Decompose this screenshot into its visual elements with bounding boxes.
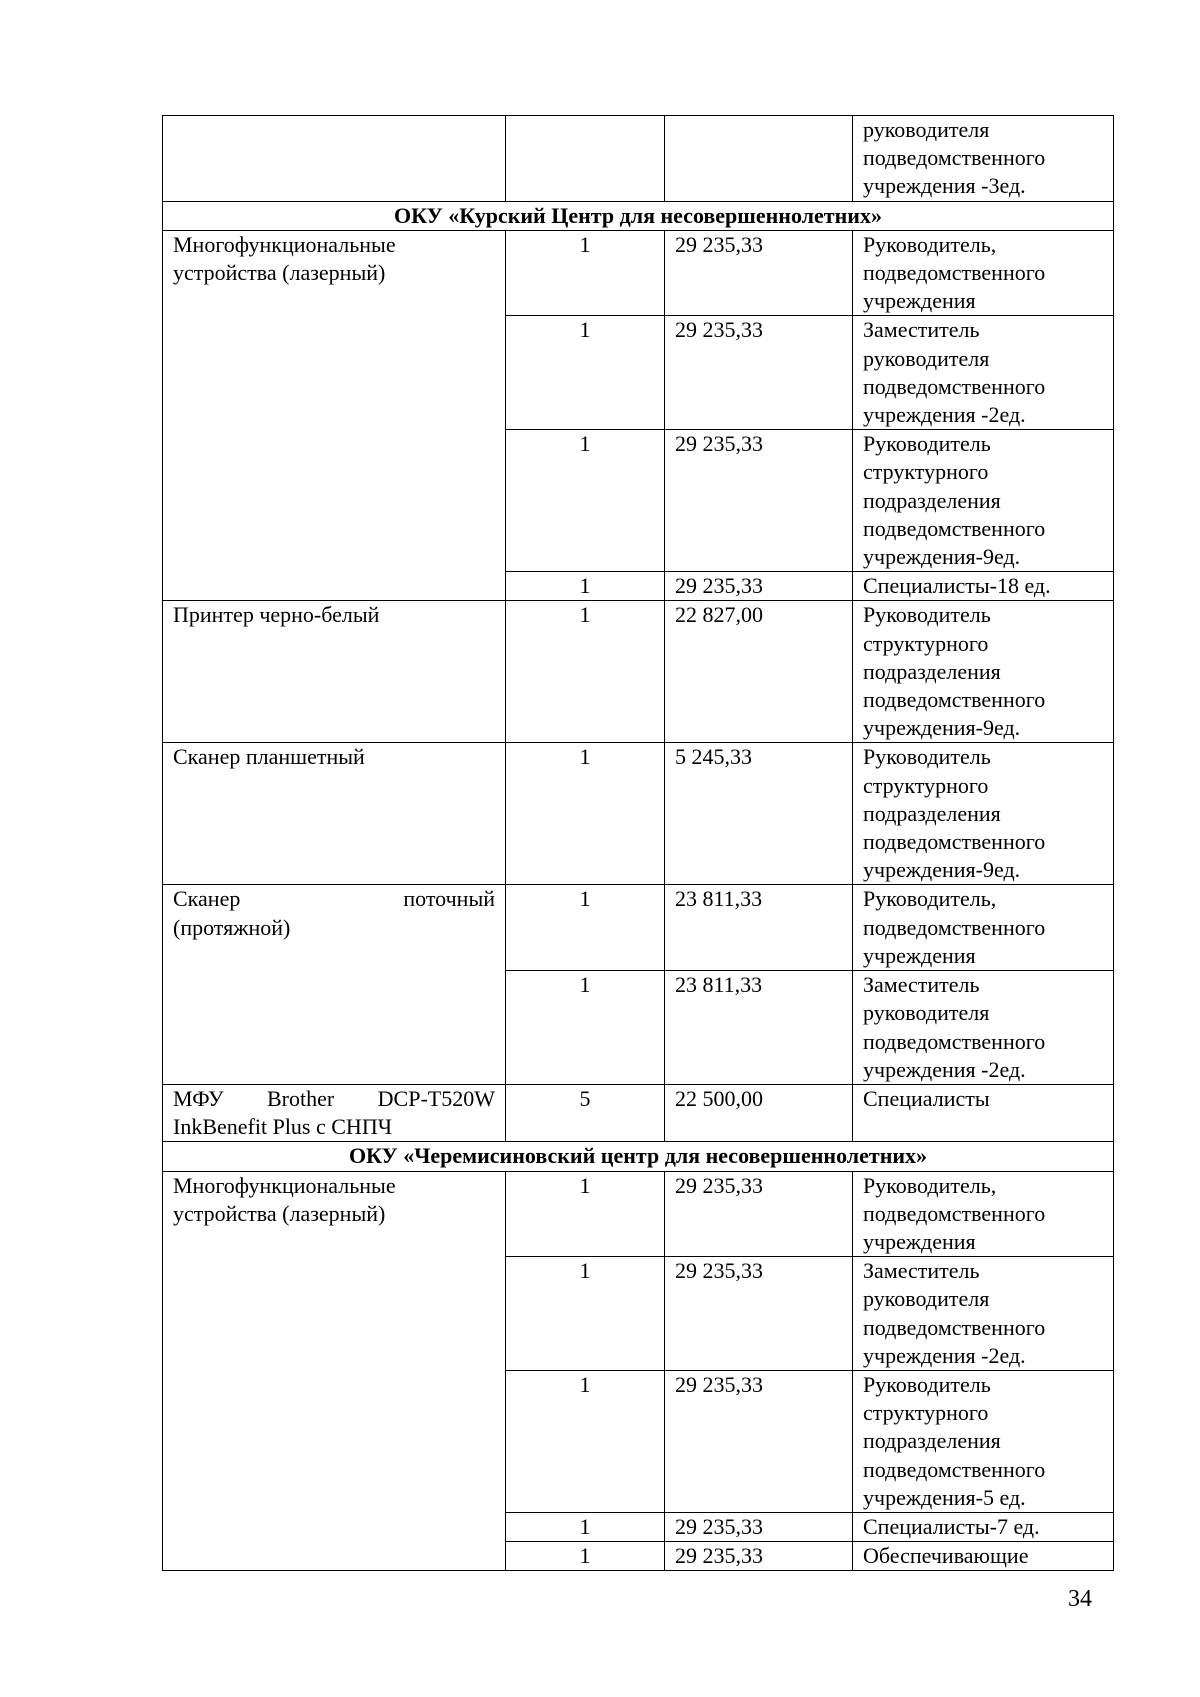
position-cell: Руководитель, подведомственного учреждения bbox=[853, 1171, 1114, 1257]
item-name-line: МФУ Brother DCP-T520W bbox=[173, 1085, 495, 1111]
item-name-cell: Принтер черно-белый bbox=[163, 601, 506, 743]
quantity-cell: 1 bbox=[506, 230, 665, 316]
item-name-cell: Многофункциональные устройства (лазерный) bbox=[163, 230, 506, 601]
price-cell: 29 235,33 bbox=[665, 1370, 853, 1512]
price-cell: 29 235,33 bbox=[665, 316, 853, 430]
table-row bbox=[163, 1084, 1114, 1141]
section-title: ОКУ «Курский Центр для несовершеннолетних» bbox=[163, 201, 1114, 230]
quantity-cell: 1 bbox=[506, 1171, 665, 1257]
price-cell: 22 500,00 bbox=[665, 1084, 853, 1141]
position-cell: Руководитель, подведомственного учреждения bbox=[853, 885, 1114, 971]
position-cell: Заместитель руководителя подведомственного учреждения -2ед. bbox=[853, 316, 1114, 430]
position-cell: руководителя подведомственного учреждения -3ед. bbox=[853, 116, 1114, 202]
position-cell: Обеспечивающие bbox=[853, 1542, 1114, 1571]
price-cell: 29 235,33 bbox=[665, 1257, 853, 1371]
table-row bbox=[163, 601, 1114, 743]
position-cell: Руководитель структурного подразделения подведомственного учреждения-5 ед. bbox=[853, 1370, 1114, 1512]
price-cell: 22 827,00 bbox=[665, 601, 853, 743]
table-row bbox=[163, 116, 1114, 202]
quantity-cell: 1 bbox=[506, 1257, 665, 1371]
price-cell bbox=[665, 116, 853, 202]
quantity-cell: 5 bbox=[506, 1084, 665, 1141]
position-cell: Специалисты-7 ед. bbox=[853, 1512, 1114, 1541]
quantity-cell: 1 bbox=[506, 1512, 665, 1541]
price-cell: 29 235,33 bbox=[665, 1512, 853, 1541]
equipment-table bbox=[162, 115, 1114, 1571]
price-cell: 23 811,33 bbox=[665, 971, 853, 1085]
position-cell: Руководитель структурного подразделения подведомственного учреждения-9ед. bbox=[853, 743, 1114, 885]
item-name-cell: Сканер планшетный bbox=[163, 743, 506, 885]
price-cell: 5 245,33 bbox=[665, 743, 853, 885]
quantity-cell: 1 bbox=[506, 430, 665, 572]
position-cell: Заместитель руководителя подведомственного учреждения -2ед. bbox=[853, 971, 1114, 1085]
table-row bbox=[163, 1171, 1114, 1257]
item-name-cell: Многофункциональные устройства (лазерный) bbox=[163, 1171, 506, 1571]
price-cell: 29 235,33 bbox=[665, 1171, 853, 1257]
price-cell: 29 235,33 bbox=[665, 230, 853, 316]
section-header-row bbox=[163, 201, 1114, 230]
position-cell: Специалисты-18 ед. bbox=[853, 572, 1114, 601]
quantity-cell: 1 bbox=[506, 971, 665, 1085]
price-cell: 23 811,33 bbox=[665, 885, 853, 971]
price-cell: 29 235,33 bbox=[665, 572, 853, 601]
quantity-cell: 1 bbox=[506, 601, 665, 743]
quantity-cell: 1 bbox=[506, 316, 665, 430]
table-row bbox=[163, 743, 1114, 885]
section-title: ОКУ «Черемисиновский центр для несовершеннолетних» bbox=[163, 1142, 1114, 1171]
price-cell: 29 235,33 bbox=[665, 430, 853, 572]
quantity-cell bbox=[506, 116, 665, 202]
item-name-line: (протяжной) bbox=[173, 914, 291, 940]
price-cell: 29 235,33 bbox=[665, 1542, 853, 1571]
page-number: 34 bbox=[1068, 1586, 1092, 1612]
table-row bbox=[163, 230, 1114, 316]
quantity-cell: 1 bbox=[506, 572, 665, 601]
quantity-cell: 1 bbox=[506, 743, 665, 885]
section-header-row bbox=[163, 1142, 1114, 1171]
item-name-cell bbox=[163, 116, 506, 202]
item-name-line: InkBenefit Plus с СНПЧ bbox=[173, 1114, 393, 1140]
position-cell: Руководитель структурного подразделения подведомственного учреждения-9ед. bbox=[853, 601, 1114, 743]
position-cell: Заместитель руководителя подведомственного учреждения -2ед. bbox=[853, 1257, 1114, 1371]
item-name-cell bbox=[163, 1084, 506, 1141]
quantity-cell: 1 bbox=[506, 1542, 665, 1571]
position-cell: Специалисты bbox=[853, 1084, 1114, 1141]
item-name-line: Сканер поточный bbox=[173, 886, 495, 912]
table-row bbox=[163, 885, 1114, 971]
item-name-cell bbox=[163, 885, 506, 1084]
position-cell: Руководитель, подведомственного учреждения bbox=[853, 230, 1114, 316]
position-cell: Руководитель структурного подразделения подведомственного учреждения-9ед. bbox=[853, 430, 1114, 572]
quantity-cell: 1 bbox=[506, 1370, 665, 1512]
quantity-cell: 1 bbox=[506, 885, 665, 971]
